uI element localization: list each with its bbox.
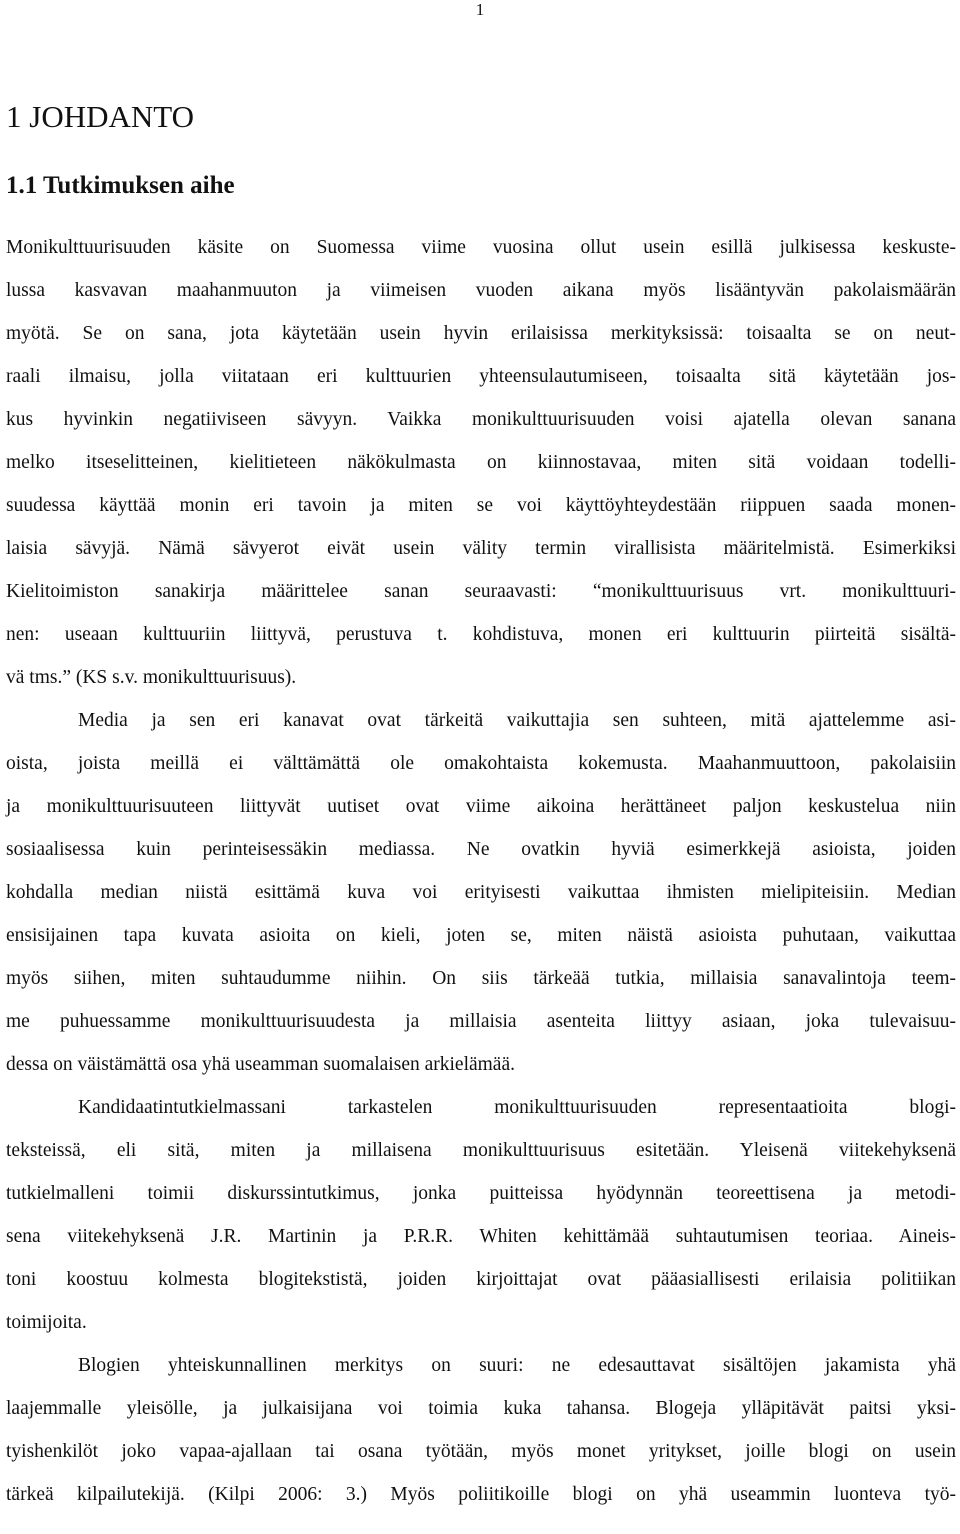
text-line: oista, joista meillä ei välttämättä ole omakohtaista kokemusta. Maahanmuuttoon, pakolaisiin xyxy=(6,753,956,774)
chapter-heading: 1 JOHDANTO xyxy=(6,99,195,134)
text-line: me puhuessamme monikulttuurisuudesta ja millaisia asenteita liittyy asiaan, joka tulevaisuu- xyxy=(6,1011,956,1032)
text-line: tärkeä kilpailutekijä. (Kilpi 2006: 3.) Myös poliitikoille blogi on yhä useammin luonteva työ- xyxy=(6,1484,956,1505)
text-line: teksteissä, eli sitä, miten ja millaisena monikulttuurisuus esitetään. Yleisenä viitekehyksenä xyxy=(6,1140,956,1161)
text-line: lussa kasvavan maahanmuuton ja viimeisen vuoden aikana myös lisääntyvän pakolaismäärän xyxy=(6,280,956,301)
text-line: toni koostuu kolmesta blogitekstistä, joiden kirjoittajat ovat pääasiallisesti erilaisia politiikan xyxy=(6,1269,956,1290)
text-line: dessa on väistämättä osa yhä useamman suomalaisen arkielämää. xyxy=(6,1054,515,1075)
text-line: Blogien yhteiskunnallinen merkitys on suuri: ne edesauttavat sisältöjen jakamista yhä xyxy=(78,1355,956,1376)
text-line: kohdalla median niistä esittämä kuva voi erityisesti vaikuttaa ihmisten mielipiteisiin. Median xyxy=(6,882,956,903)
text-line: melko itseselitteinen, kielitieteen näkökulmasta on kiinnostavaa, miten sitä voidaan todelli- xyxy=(6,452,956,473)
text-line: tutkielmalleni toimii diskurssintutkimus, jonka puitteissa hyödynnän teoreettisena ja metodi- xyxy=(6,1183,956,1204)
text-line: myötä. Se on sana, jota käytetään usein hyvin erilaisissa merkityksissä: toisaalta se on neut- xyxy=(6,323,956,344)
text-line: nen: useaan kulttuuriin liittyvä, perustuva t. kohdistuva, monen eri kulttuurin piirteitä sisältä- xyxy=(6,624,956,645)
text-line: vä tms.” (KS s.v. monikulttuurisuus). xyxy=(6,667,297,688)
paragraph-1 xyxy=(6,226,956,699)
section-heading: 1.1 Tutkimuksen aihe xyxy=(6,172,235,199)
page-number: 1 xyxy=(475,0,485,19)
paragraph-3 xyxy=(6,1086,956,1344)
text-line: ja monikulttuurisuuteen liittyvät uutiset ovat viime aikoina herättäneet paljon keskustelua niin xyxy=(6,796,956,817)
paragraph-2 xyxy=(6,699,956,1086)
text-line: Media ja sen eri kanavat ovat tärkeitä vaikuttajia sen suhteen, mitä ajattelemme asi- xyxy=(78,710,956,731)
text-line: ensisijainen tapa kuvata asioita on kieli, joten se, miten näistä asioista puhutaan, vaikuttaa xyxy=(6,925,956,946)
paragraph-4 xyxy=(6,1344,956,1516)
text-line: kus hyvinkin negatiiviseen sävyyn. Vaikka monikulttuurisuuden voisi ajatella olevan sanana xyxy=(6,409,956,430)
text-line: Monikulttuurisuuden käsite on Suomessa viime vuosina ollut usein esillä julkisessa keskuste- xyxy=(6,237,956,258)
text-line: laisia sävyjä. Nämä sävyerot eivät usein välity termin virallisista määritelmistä. Esimerkiksi xyxy=(6,538,956,559)
body-text xyxy=(6,226,956,1516)
text-line: raali ilmaisu, jolla viitataan eri kulttuurien yhteensulautumiseen, toisaalta sitä käytetään jos- xyxy=(6,366,956,387)
text-line: laajemmalle yleisölle, ja julkaisijana voi toimia kuka tahansa. Blogeja ylläpitävät paitsi yksi- xyxy=(6,1398,956,1419)
text-line: suudessa käyttää monin eri tavoin ja miten se voi käyttöyhteydestään riippuen saada monen- xyxy=(6,495,956,516)
text-line: Kielitoimiston sanakirja määrittelee sanan seuraavasti: “monikulttuurisuus vrt. monikulttuuri- xyxy=(6,581,956,602)
text-line: toimijoita. xyxy=(6,1312,87,1333)
text-line: sosiaalisessa kuin perinteisessäkin mediassa. Ne ovatkin hyviä esimerkkejä asioista, joiden xyxy=(6,839,956,860)
text-line: Kandidaatintutkielmassani tarkastelen monikulttuurisuuden representaatioita blogi- xyxy=(78,1097,956,1118)
text-line: tyishenkilöt joko vapaa-ajallaan tai osana työtään, myös monet yritykset, joille blogi on usein xyxy=(6,1441,956,1462)
text-line: myös siihen, miten suhtaudumme niihin. On siis tärkeää tutkia, millaisia sanavalintoja teem- xyxy=(6,968,956,989)
text-line: sena viitekehyksenä J.R. Martinin ja P.R.R. Whiten kehittämää suhtautumisen teoriaa. Aineis- xyxy=(6,1226,956,1247)
